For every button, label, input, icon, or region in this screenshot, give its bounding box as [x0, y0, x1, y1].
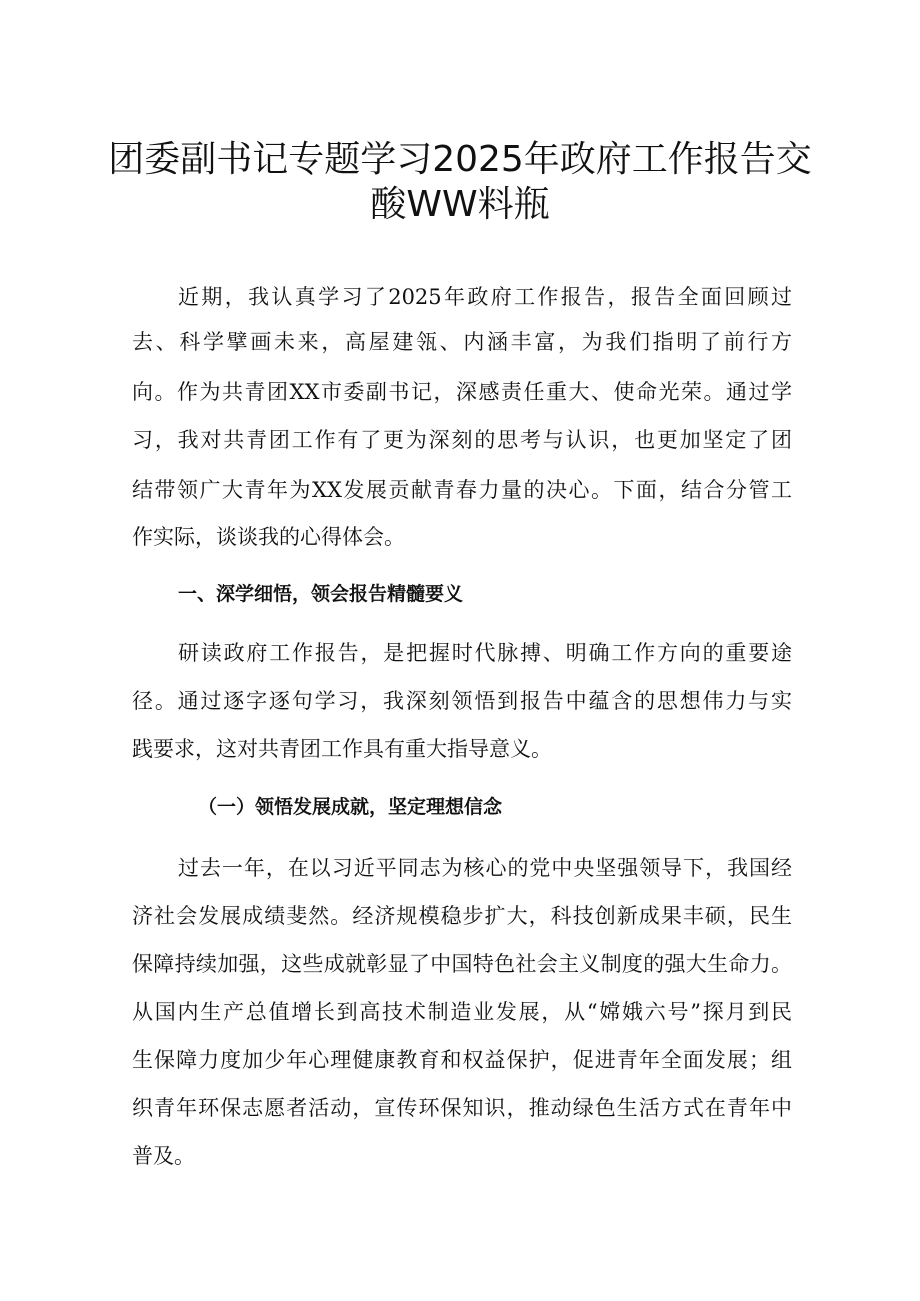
paragraph-2-line-3: 践要求，这对共青团工作具有重大指导意义。	[132, 737, 552, 761]
document-title-line-2: 酸WW料瓶	[370, 184, 550, 225]
paragraph-2-line-1: 研读政府工作报告，是把握时代脉搏、明确工作方向的重要途	[178, 641, 792, 665]
paragraph-1-line-3: 向。作为共青团XX市委副书记，深感责任重大、使命光荣。通过学	[132, 380, 792, 404]
paragraph-1-line-5: 结带领广大青年为XX发展贡献青春力量的决心。下面，结合分管工	[132, 478, 792, 502]
paragraph-3-line-1: 过去一年，在以习近平同志为核心的党中央坚强领导下，我国经	[178, 856, 792, 880]
paragraph-1-line-1: 近期，我认真学习了2025年政府工作报告，报告全面回顾过	[178, 285, 792, 309]
document-title-line-1: 团委副书记专题学习2025年政府工作报告交	[108, 139, 812, 180]
paragraph-2-line-2: 径。通过逐字逐句学习，我深刻领悟到报告中蕴含的思想伟力与实	[132, 689, 792, 713]
section-heading-1: 一、深学细悟，领会报告精髓要义	[178, 583, 464, 605]
paragraph-1-line-2: 去、科学擘画未来，高屋建瓴、内涵丰富，为我们指明了前行方	[132, 330, 792, 354]
subsection-heading-1: （一）领悟发展成就，坚定理想信念	[198, 796, 503, 818]
paragraph-3-line-4: 从国内生产总值增长到高技术制造业发展，从“嫦娥六号”探月到民	[132, 1000, 792, 1024]
paragraph-1-line-4: 习，我对共青团工作有了更为深刻的思考与认识，也更加坚定了团	[132, 428, 792, 452]
paragraph-3-line-5: 生保障力度加少年心理健康教育和权益保护，促进青年全面发展；组	[132, 1048, 792, 1072]
paragraph-1-line-6: 作实际，谈谈我的心得体会。	[132, 525, 405, 549]
paragraph-3-line-3: 保障持续加强，这些成就彰显了中国特色社会主义制度的强大生命力。	[132, 952, 792, 976]
paragraph-3-line-6: 织青年环保志愿者活动，宣传环保知识，推动绿色生活方式在青年中	[132, 1096, 792, 1120]
paragraph-3-line-2: 济社会发展成绩斐然。经济规模稳步扩大，科技创新成果丰硕，民生	[132, 904, 792, 928]
paragraph-3-line-7: 普及。	[132, 1144, 195, 1168]
